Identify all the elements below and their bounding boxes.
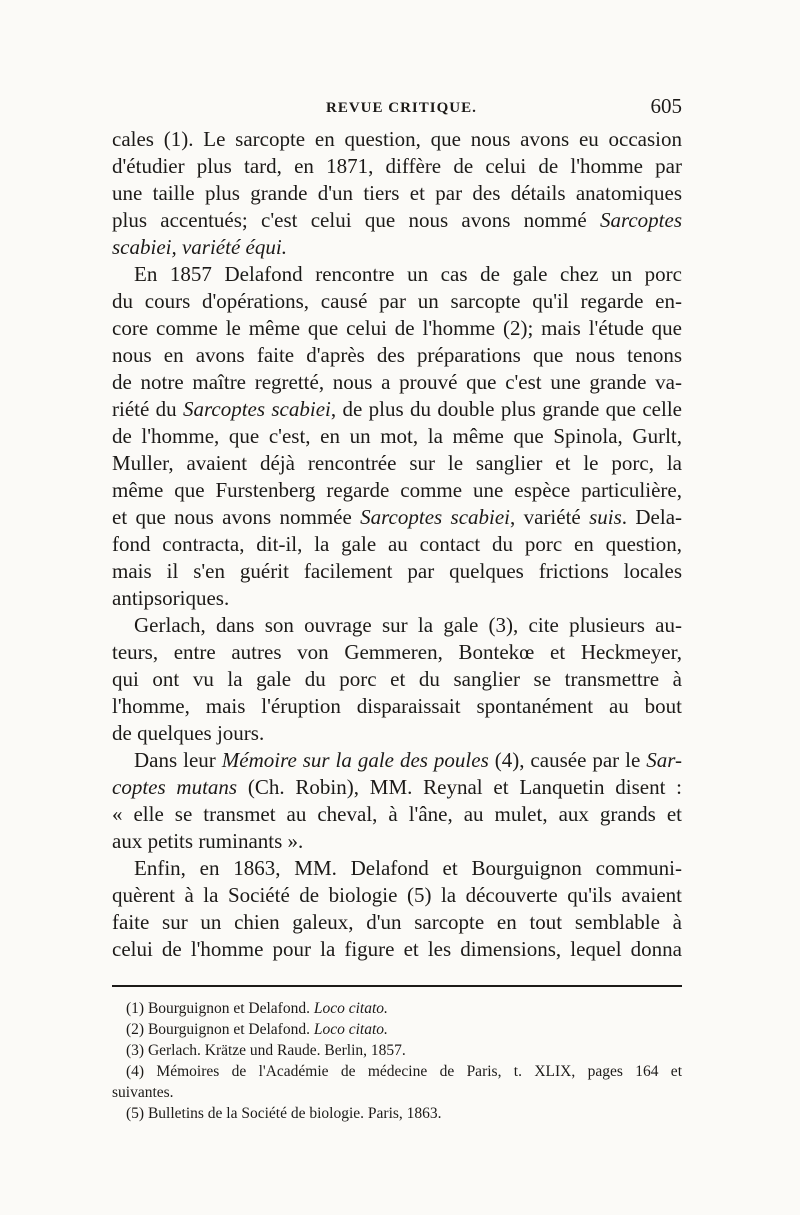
- text-line: d'étudier plus tard, en 1871, diffère de celui de l'homme par: [112, 154, 682, 178]
- text-line: antipsoriques.: [112, 586, 230, 610]
- paragraph-start: En 1857 Delafond rencontre un cas de gale chez un porc: [134, 262, 682, 286]
- italic-term: coptes mutans: [112, 775, 238, 799]
- page-header: [112, 94, 682, 124]
- italic-term: équi.: [245, 235, 287, 259]
- text-line: même que Furstenberg regarde comme une espèce particulière,: [112, 478, 682, 502]
- text-line: une taille plus grande d'un tiers et par des détails anatomiques: [112, 181, 682, 205]
- text-line: [112, 396, 682, 423]
- italic-term: Sarcoptes scabiei: [183, 397, 331, 421]
- text-line: cales (1). Le sarcopte en question, que nous avons eu occasion: [112, 127, 682, 151]
- text-line: aux petits ruminants ».: [112, 829, 304, 853]
- text-fragment: riété du: [112, 397, 183, 421]
- footnote-3: (3) Gerlach. Krätze und Raude. Berlin, 1857.: [126, 1042, 406, 1059]
- text-fragment: plus accentués; c'est celui que nous avons nommé: [112, 208, 600, 232]
- text-line: du cours d'opérations, causé par un sarcopte qu'il regarde en-: [112, 289, 682, 313]
- italic-term: scabiei, variété: [112, 235, 246, 259]
- text-line: qui ont vu la gale du porc et du sanglier se transmettre à: [112, 667, 682, 691]
- text-line: [112, 234, 682, 261]
- text-fragment: et que nous avons nommée: [112, 505, 361, 529]
- text-line: teurs, entre autres von Gemmeren, Bontekœ et Heckmeyer,: [112, 640, 682, 664]
- italic-term: Loco citato.: [313, 1000, 388, 1017]
- italic-term: Loco citato.: [313, 1021, 388, 1038]
- paragraph-start: Enfin, en 1863, MM. Delafond et Bourguignon communi-: [134, 856, 682, 880]
- text-line: faite sur un chien galeux, d'un sarcopte en tout semblable à: [112, 910, 682, 934]
- text-fragment: , de plus du double plus grande que celle: [330, 397, 682, 421]
- paragraph-start: Gerlach, dans son ouvrage sur la gale (3), cite plusieurs au-: [134, 613, 682, 637]
- text-line: de notre maître regretté, nous a prouvé que c'est une grande va-: [112, 370, 682, 394]
- italic-term: Sar-: [646, 748, 683, 772]
- footnote-4-continued: suivantes.: [112, 1084, 174, 1101]
- italic-term: Sarcoptes: [599, 208, 682, 232]
- text-line: [112, 774, 682, 801]
- text-line: celui de l'homme pour la figure et les dimensions, lequel donna: [112, 937, 682, 961]
- footnote-4: (4) Mémoires de l'Académie de médecine de Paris, t. XLIX, pages 164 et: [126, 1063, 682, 1080]
- text-line: core comme le même que celui de l'homme (2); mais l'étude que: [112, 316, 682, 340]
- text-fragment: , variété: [510, 505, 590, 529]
- text-line: Muller, avaient déjà rencontrée sur le sanglier et le porc, la: [112, 451, 682, 475]
- text-fragment: . Dela-: [621, 505, 683, 529]
- text-line: de quelques jours.: [112, 721, 265, 745]
- text-fragment: (4), causée par le: [488, 748, 647, 772]
- text-line: de l'homme, que c'est, en un mot, la même que Spinola, Gurlt,: [112, 424, 682, 448]
- main-text: [112, 126, 682, 963]
- text-fragment: Dans leur: [134, 748, 222, 772]
- italic-term: suis: [589, 505, 622, 529]
- text-line: mais il s'en guérit facilement par quelques frictions locales: [112, 559, 682, 583]
- footnote-rule: [112, 985, 682, 987]
- text-line: « elle se transmet au cheval, à l'âne, au mulet, aux grands et: [112, 802, 682, 826]
- italic-term: Mémoire sur la gale des poules: [221, 748, 489, 772]
- running-head: REVUE CRITIQUE.: [326, 100, 477, 116]
- paragraph-start: [112, 747, 682, 774]
- text-line: [112, 504, 682, 531]
- text-line: l'homme, mais l'éruption disparaissait spontanément au bout: [112, 694, 682, 718]
- text-line: nous en avons faite d'après des préparations que nous tenons: [112, 343, 682, 367]
- footnote-2: [112, 1019, 682, 1040]
- text-line: quèrent à la Société de biologie (5) la découverte qu'ils avaient: [112, 883, 682, 907]
- page-number: 605: [650, 94, 682, 118]
- footnote-1: [112, 998, 682, 1019]
- text-line: [112, 207, 682, 234]
- footnote-text: (1) Bourguignon et Delafond.: [126, 1000, 314, 1017]
- text-line: fond contracta, dit-il, la gale au contact du porc en question,: [112, 532, 682, 556]
- footnote-5: (5) Bulletins de la Société de biologie. Paris, 1863.: [126, 1105, 442, 1122]
- text-fragment: (Ch. Robin), MM. Reynal et Lanquetin disent :: [237, 775, 683, 799]
- footnote-text: (2) Bourguignon et Delafond.: [126, 1021, 314, 1038]
- italic-term: Sarcoptes scabiei: [360, 505, 511, 529]
- footnotes: [112, 998, 682, 1124]
